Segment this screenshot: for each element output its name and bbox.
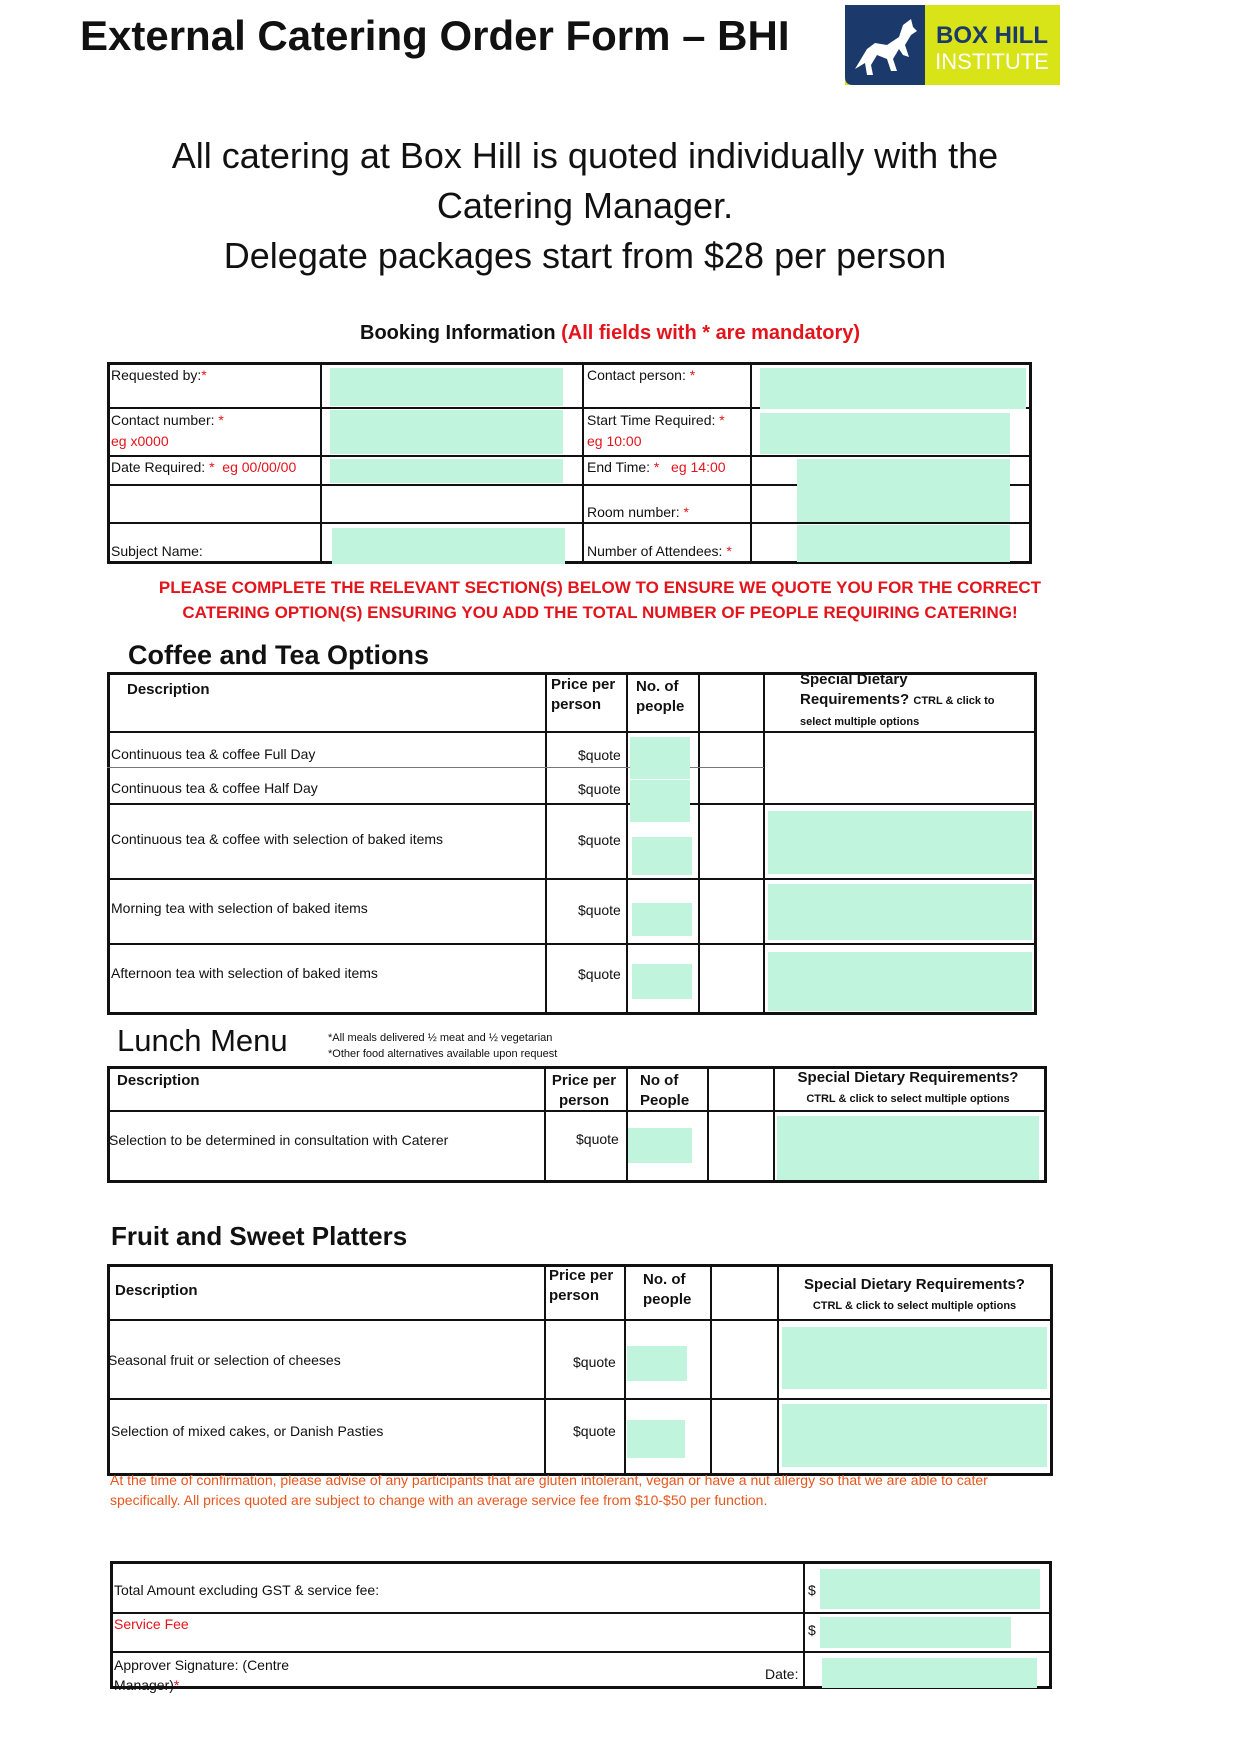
notice-line-2: specifically. All prices quoted are subject to change with an average service fee from $10-$50 per function.: [110, 1492, 768, 1508]
coffee-dietary-select[interactable]: [768, 811, 1032, 874]
coffee-dietary-select[interactable]: [768, 884, 1032, 940]
coffee-row-price: $quote: [578, 966, 621, 982]
lunch-row-price: $quote: [576, 1131, 619, 1147]
notice-line-1: At the time of confirmation, please advise of any participants that are gluten intolerant, vegan or have a nut allergy so that we are able to cater: [110, 1472, 988, 1488]
coffee-row-price: $quote: [578, 902, 621, 918]
approval-date-input[interactable]: [822, 1658, 1037, 1688]
attendees-label: Number of Attendees: *: [587, 543, 732, 559]
lunch-col-description: Description: [117, 1072, 200, 1089]
start-time-example: eg 10:00: [587, 433, 642, 449]
svg-text:BOX HILL: BOX HILL: [936, 22, 1048, 49]
fruit-col-dietary: Special Dietary Requirements? CTRL & click to select multiple options: [804, 1276, 1025, 1312]
coffee-people-input[interactable]: [630, 737, 690, 779]
lunch-note-1: *All meals delivered ½ meat and ½ vegetarian: [328, 1032, 553, 1044]
svg-text:INSTITUTE: INSTITUTE: [935, 49, 1049, 74]
coffee-col-price: Price per person: [551, 676, 616, 713]
coffee-col-description: Description: [127, 681, 210, 698]
lunch-col-people: No of People: [640, 1072, 690, 1109]
contact-number-input[interactable]: [330, 410, 563, 454]
total-amount-input[interactable]: [820, 1569, 1040, 1609]
fruit-col-price: Price per person: [549, 1267, 614, 1304]
room-number-label: Room number: *: [587, 504, 689, 520]
coffee-people-input[interactable]: [632, 964, 692, 999]
end-time-input[interactable]: [797, 459, 1010, 522]
service-fee-currency: $: [808, 1622, 816, 1638]
lunch-row-desc: Selection to be determined in consultation with Caterer: [109, 1132, 449, 1148]
coffee-row-price: $quote: [578, 747, 621, 763]
coffee-row-desc: Continuous tea & coffee with selection of baked items: [111, 831, 444, 847]
coffee-people-input[interactable]: [632, 837, 692, 875]
coffee-row-desc: Morning tea with selection of baked items: [111, 900, 368, 916]
fruit-people-input[interactable]: [627, 1346, 687, 1381]
box-hill-logo: [845, 5, 1060, 85]
approver-signature-label: Approver Signature: (Centre Manager)*: [114, 1657, 290, 1693]
fruit-row-price: $quote: [573, 1354, 616, 1370]
booking-heading: Booking Information (All fields with * are mandatory): [360, 322, 861, 344]
coffee-row-price: $quote: [578, 781, 621, 797]
coffee-row-price: $quote: [578, 832, 621, 848]
contact-number-label: Contact number: *: [111, 412, 224, 428]
fruit-section-title: Fruit and Sweet Platters: [111, 1221, 408, 1251]
start-time-label: Start Time Required: *: [587, 412, 725, 428]
coffee-col-dietary: Special Dietary Requirements? CTRL & click to select multiple options: [800, 671, 995, 728]
fruit-col-people: No. of people: [643, 1271, 692, 1308]
lunch-people-input[interactable]: [628, 1128, 692, 1163]
coffee-row-desc: Continuous tea & coffee Half Day: [111, 780, 318, 796]
subject-name-label: Subject Name:: [111, 543, 203, 559]
service-fee-input[interactable]: [820, 1617, 1011, 1648]
fruit-row-price: $quote: [573, 1423, 616, 1439]
end-time-label: End Time: * eg 14:00: [587, 459, 726, 475]
fruit-dietary-select[interactable]: [782, 1327, 1047, 1389]
contact-person-input[interactable]: [760, 368, 1026, 409]
date-required-input[interactable]: [330, 459, 563, 483]
form-title: External Catering Order Form – BHI: [80, 12, 790, 59]
warning-line-2: CATERING OPTION(S) ENSURING YOU ADD THE TOTAL NUMBER OF PEOPLE REQUIRING CATERING!: [182, 603, 1018, 622]
requested-by-label: Requested by:*: [111, 367, 207, 383]
lunch-col-price: Price per person: [551, 1072, 617, 1109]
coffee-people-input[interactable]: [630, 780, 690, 822]
lunch-note-2: *Other food alternatives available upon request: [328, 1048, 558, 1060]
coffee-row-desc: Continuous tea & coffee Full Day: [111, 746, 316, 762]
total-currency: $: [808, 1582, 816, 1598]
requested-by-input[interactable]: [330, 368, 563, 406]
intro-line-1: All catering at Box Hill is quoted individually with the: [171, 135, 999, 176]
contact-person-label: Contact person: *: [587, 367, 696, 383]
intro-line-3: Delegate packages start from $28 per person: [223, 235, 947, 276]
contact-number-example: eg x0000: [111, 433, 169, 449]
lunch-section-title: Lunch Menu: [117, 1023, 288, 1058]
total-amount-label: Total Amount excluding GST & service fee:: [114, 1582, 380, 1598]
subject-name-input[interactable]: [332, 528, 565, 564]
lunch-dietary-select[interactable]: [777, 1116, 1039, 1180]
start-time-input[interactable]: [760, 413, 1010, 454]
fruit-col-description: Description: [115, 1282, 198, 1299]
warning-line-1: PLEASE COMPLETE THE RELEVANT SECTION(S) BELOW TO ENSURE WE QUOTE YOU FOR THE CORRECT: [158, 578, 1042, 597]
fruit-row-desc: Selection of mixed cakes, or Danish Pasties: [111, 1423, 384, 1439]
coffee-dietary-select[interactable]: [768, 952, 1032, 1011]
date-label: Date:: [765, 1666, 799, 1682]
service-fee-label: Service Fee: [114, 1616, 189, 1632]
fruit-people-input[interactable]: [627, 1420, 685, 1458]
attendees-input[interactable]: [797, 525, 1010, 562]
coffee-col-people: No. of people: [636, 678, 685, 715]
lunch-col-dietary: Special Dietary Requirements? CTRL & click to select multiple options: [797, 1069, 1019, 1105]
fruit-dietary-select[interactable]: [782, 1404, 1047, 1467]
coffee-row-desc: Afternoon tea with selection of baked items: [111, 965, 378, 981]
coffee-people-input[interactable]: [632, 903, 692, 936]
fruit-row-desc: Seasonal fruit or selection of cheeses: [108, 1352, 341, 1368]
intro-line-2: Catering Manager.: [436, 185, 734, 226]
date-required-label: Date Required: * eg 00/00/00: [111, 459, 297, 475]
horse-logo-icon: [845, 5, 1060, 85]
coffee-section-title: Coffee and Tea Options: [128, 640, 430, 670]
